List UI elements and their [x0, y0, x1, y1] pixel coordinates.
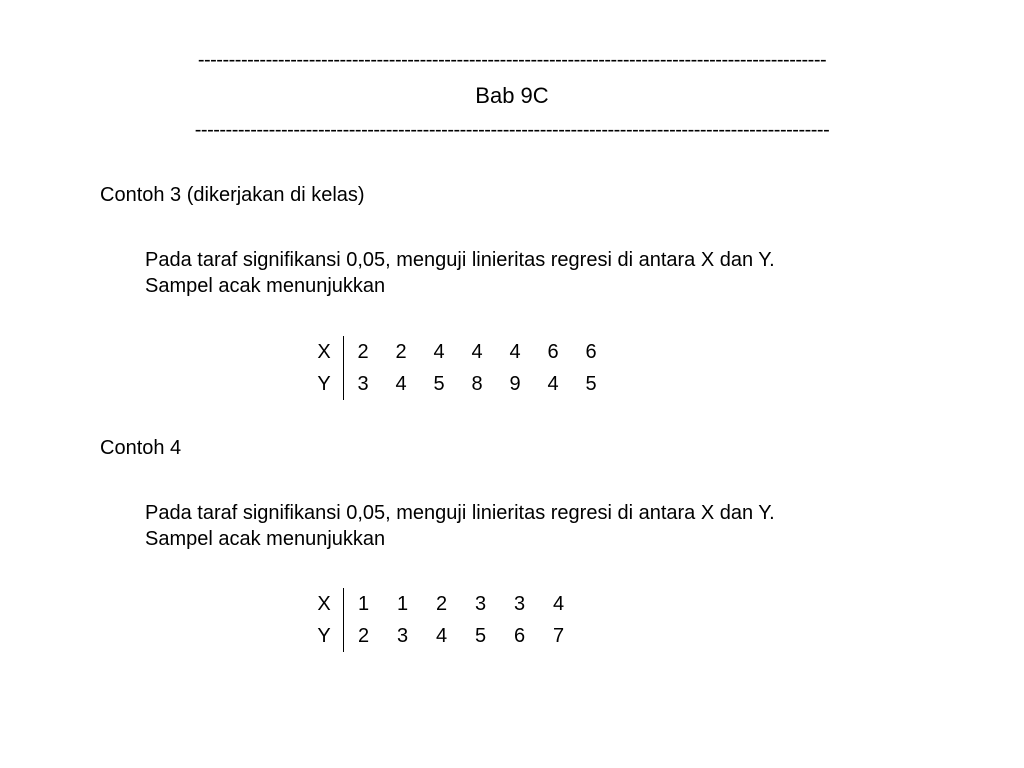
- y-value: 5: [433, 373, 445, 395]
- y-value: 3: [357, 373, 369, 395]
- y-value: 6: [513, 625, 526, 647]
- example-3-line-1: Pada taraf signifikansi 0,05, menguji linieritas regresi di antara X dan Y.: [145, 249, 775, 271]
- y-value: 5: [474, 625, 487, 647]
- y-value: 5: [585, 373, 597, 395]
- x-value: 1: [396, 593, 409, 615]
- example-4-description: [145, 500, 965, 552]
- x-value: 4: [552, 593, 565, 615]
- x-value: 2: [435, 593, 448, 615]
- y-row-values: [343, 368, 610, 400]
- x-value: 1: [357, 593, 370, 615]
- x-row-values: [343, 588, 578, 620]
- y-value: 9: [509, 373, 521, 395]
- y-row-label: Y: [317, 625, 331, 647]
- x-value: 2: [395, 341, 407, 363]
- x-value: 4: [433, 341, 445, 363]
- y-value: 3: [396, 625, 409, 647]
- y-row-label: Y: [317, 373, 331, 395]
- example-3-data-table: [311, 336, 610, 400]
- y-value: 7: [552, 625, 565, 647]
- y-row-values: [343, 620, 578, 652]
- y-row: [311, 620, 578, 652]
- y-value: 4: [435, 625, 448, 647]
- x-row: [311, 336, 610, 368]
- top-dashed-rule: ------------------------------------------------------------------------------------------------------: [197, 49, 827, 71]
- example-4-line-1: Pada taraf signifikansi 0,05, menguji linieritas regresi di antara X dan Y.: [145, 502, 775, 524]
- x-value: 4: [471, 341, 483, 363]
- bottom-dashed-rule: -------------------------------------------------------------------------------------------------------: [194, 119, 830, 141]
- example-3-heading: Contoh 3 (dikerjakan di kelas): [100, 184, 365, 206]
- x-row-values: [343, 336, 610, 368]
- x-value: 6: [585, 341, 597, 363]
- x-row: [311, 588, 578, 620]
- x-value: 6: [547, 341, 559, 363]
- y-value: 4: [395, 373, 407, 395]
- example-3-line-2: Sampel acak menunjukkan: [145, 275, 386, 297]
- x-row-label: X: [317, 593, 331, 615]
- example-3-description: [145, 247, 965, 299]
- example-4-heading: Contoh 4: [100, 437, 182, 459]
- x-value: 3: [513, 593, 526, 615]
- x-value: 3: [474, 593, 487, 615]
- y-value: 2: [357, 625, 370, 647]
- example-4-line-2: Sampel acak menunjukkan: [145, 528, 386, 550]
- example-4-data-table: [311, 588, 578, 652]
- x-row-label: X: [317, 341, 331, 363]
- y-row: [311, 368, 610, 400]
- y-value: 8: [471, 373, 483, 395]
- page-title: Bab 9C: [475, 83, 549, 108]
- x-value: 4: [509, 341, 521, 363]
- y-value: 4: [547, 373, 559, 395]
- x-value: 2: [357, 341, 369, 363]
